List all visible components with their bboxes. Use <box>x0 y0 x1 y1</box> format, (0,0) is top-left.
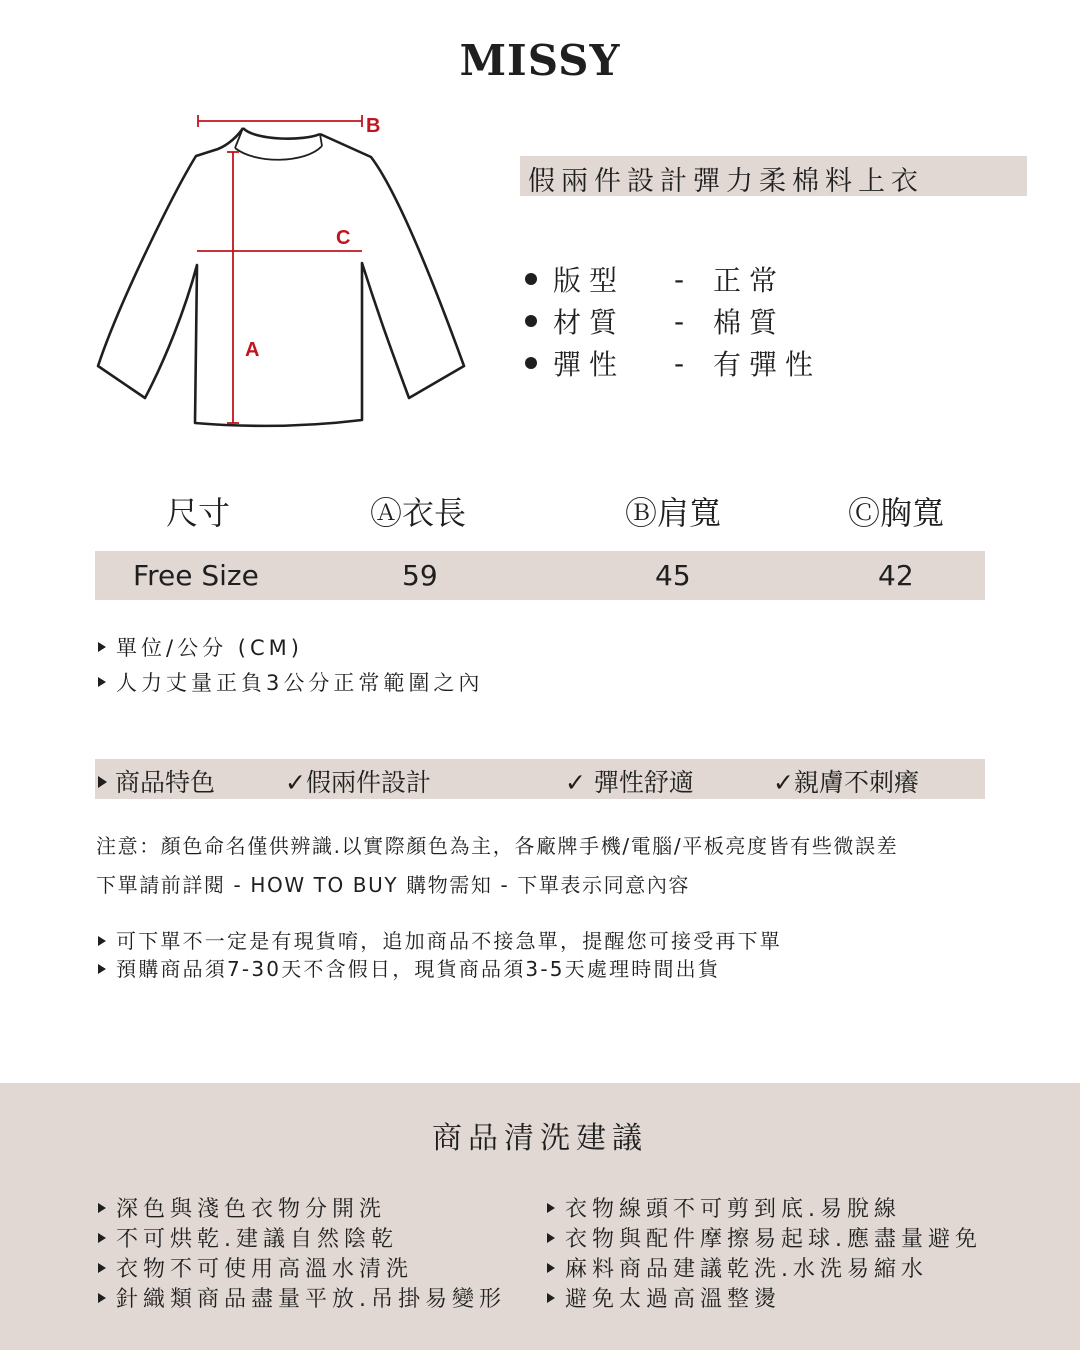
measure-b-label: B <box>366 115 381 137</box>
features-label: 商品特色 <box>98 763 215 799</box>
bullet-icon <box>525 357 537 369</box>
size-header: 尺寸 <box>166 494 231 532</box>
attribute-row: 彈性 - 有彈性 <box>525 342 821 384</box>
triangle-bullet-icon <box>98 677 106 687</box>
triangle-bullet-icon <box>98 936 106 946</box>
triangle-bullet-icon <box>98 1263 106 1273</box>
wash-item: 衣物不可使用高溫水清洗 <box>98 1252 413 1283</box>
wash-item: 麻料商品建議乾洗.水洗易縮水 <box>547 1252 928 1283</box>
bullet-icon <box>525 273 537 285</box>
attribute-row: 版型 - 正常 <box>525 258 821 300</box>
product-title: 假兩件設計彈力柔棉料上衣 <box>528 166 924 197</box>
note-item: 人力丈量正負3公分正常範圍之內 <box>98 667 483 697</box>
feature-item: ✓親膚不刺癢 <box>773 768 919 797</box>
order-note: 可下單不一定是有現貨唷，追加商品不接急單，提醒您可接受再下單 <box>98 925 782 954</box>
triangle-bullet-icon <box>98 1203 106 1213</box>
wash-item: 針織類商品盡量平放.吊掛易變形 <box>98 1282 506 1313</box>
garment-collar-outer <box>243 128 320 139</box>
size-value: Free Size <box>133 559 259 592</box>
order-note: 預購商品須7-30天不含假日，現貨商品須3-5天處理時間出貨 <box>98 953 720 982</box>
length-value: 59 <box>402 559 438 592</box>
shoulder-value: 45 <box>655 559 691 592</box>
wash-title: 商品清洗建議 <box>432 1121 648 1156</box>
bullet-icon <box>525 315 537 327</box>
wash-item: 避免太過高溫整燙 <box>547 1282 781 1313</box>
shoulder-header: Ⓑ肩寬 <box>625 494 722 532</box>
wash-item: 衣物與配件摩擦易起球.應盡量避免 <box>547 1222 982 1253</box>
chest-header: Ⓒ胸寬 <box>848 494 945 532</box>
attribute-row: 材質 - 棉質 <box>525 300 821 342</box>
measure-a-label: A <box>245 339 260 361</box>
triangle-bullet-icon <box>98 776 107 788</box>
features-bar <box>95 759 985 799</box>
triangle-bullet-icon <box>547 1263 555 1273</box>
brand-logo: MISSY <box>459 36 621 85</box>
size-table-row <box>95 551 985 600</box>
order-reminder: 下單請前詳閱 - HOW TO BUY 購物需知 - 下單表示同意內容 <box>96 873 691 897</box>
chest-value: 42 <box>878 559 914 592</box>
garment-collar-inner <box>235 146 322 160</box>
length-header: Ⓐ衣長 <box>370 494 467 532</box>
measure-a-line <box>227 152 239 423</box>
wash-item: 不可烘乾.建議自然陰乾 <box>98 1222 398 1253</box>
triangle-bullet-icon <box>547 1233 555 1243</box>
triangle-bullet-icon <box>98 964 106 974</box>
triangle-bullet-icon <box>547 1203 555 1213</box>
product-title-bar <box>520 156 1027 196</box>
attribute-list <box>525 258 821 384</box>
garment-measurement-diagram <box>90 108 475 438</box>
wash-item: 深色與淺色衣物分開洗 <box>98 1192 386 1223</box>
feature-item: ✓ 彈性舒適 <box>565 768 694 797</box>
triangle-bullet-icon <box>98 1233 106 1243</box>
triangle-bullet-icon <box>547 1293 555 1303</box>
note-item: 單位/公分 (CM) <box>98 632 303 662</box>
triangle-bullet-icon <box>98 1293 106 1303</box>
feature-item: ✓假兩件設計 <box>285 768 431 797</box>
garment-outline <box>98 128 464 426</box>
triangle-bullet-icon <box>98 642 106 652</box>
measure-c-label: C <box>336 227 351 249</box>
color-warning: 注意：顏色命名僅供辨識.以實際顏色為主，各廠牌手機/電腦/平板亮度皆有些微誤差 <box>96 834 899 858</box>
measure-b-line <box>198 115 362 127</box>
wash-item: 衣物線頭不可剪到底.易脫線 <box>547 1192 901 1223</box>
